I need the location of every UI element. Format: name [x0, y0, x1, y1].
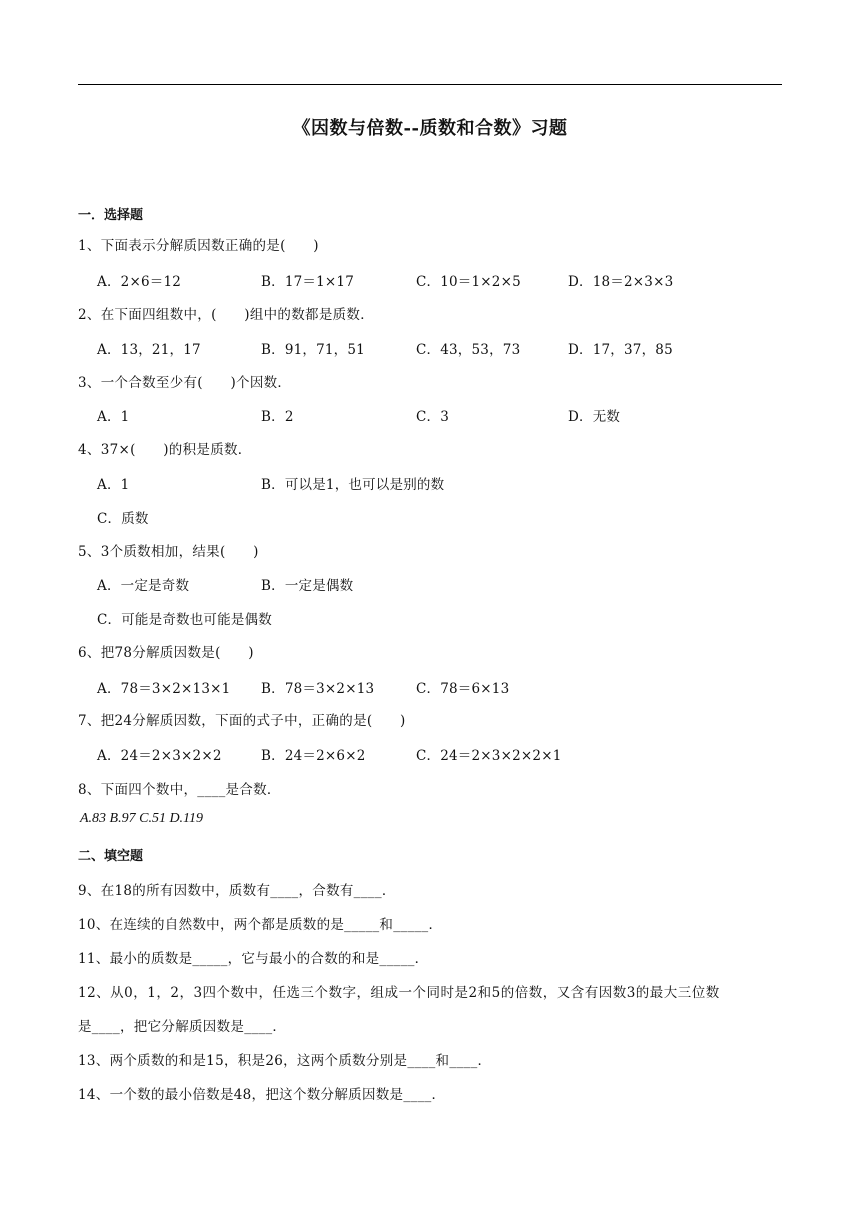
- question-12-line-1: 12、从0，1，2，3四个数中，任选三个数字，组成一个同时是2和5的倍数，又含有因数3的最大三位数: [78, 985, 720, 1001]
- q5-option-a: A．一定是奇数: [97, 578, 190, 594]
- question-1: 1、下面表示分解质因数正确的是( ): [78, 238, 319, 254]
- question-14: 14、一个数的最小倍数是48，把这个数分解质因数是____．: [78, 1087, 446, 1103]
- question-6: 6、把78分解质因数是( ): [78, 645, 254, 661]
- page-title: 《因数与倍数--质数和合数》习题: [292, 118, 568, 139]
- question-5: 5、3个质数相加，结果( ): [78, 544, 259, 560]
- question-8: 8、下面四个数中，____是合数．: [78, 782, 281, 798]
- q6-option-a: A．78＝3×2×13×1: [97, 681, 231, 697]
- q5-option-b: B．一定是偶数: [261, 578, 354, 594]
- question-4: 4、37×( )的积是质数．: [78, 442, 252, 458]
- q6-option-b: B．78＝3×2×13: [261, 681, 375, 697]
- question-3: 3、一个合数至少有( )个因数．: [78, 375, 292, 391]
- section-heading-choice: 一．选择题: [78, 208, 144, 223]
- question-2: 2、在下面四组数中，( )组中的数都是质数．: [78, 307, 375, 323]
- question-10: 10、在连续的自然数中，两个都是质数的是_____和_____．: [78, 917, 443, 933]
- q2-option-a: A．13，21，17: [97, 342, 201, 358]
- q7-option-c: C．24＝2×3×2×2×1: [416, 748, 562, 764]
- q4-option-a: A．1: [97, 477, 130, 493]
- question-9: 9、在18的所有因数中，质数有____，合数有____．: [78, 883, 396, 899]
- q4-option-b: B．可以是1，也可以是别的数: [261, 477, 445, 493]
- q4-option-c: C．质数: [97, 511, 149, 527]
- q1-option-a: A．2×6＝12: [97, 274, 182, 290]
- question-12-line-2: 是____，把它分解质因数是____．: [78, 1019, 287, 1035]
- q2-option-c: C．43，53，73: [416, 342, 521, 358]
- q3-option-c: C．3: [416, 409, 450, 425]
- q1-option-d: D．18＝2×3×3: [568, 274, 674, 290]
- question-13: 13、两个质数的和是15，积是26，这两个质数分别是____和____．: [78, 1053, 492, 1069]
- q8-options: A.83 B.97 C.51 D.119: [80, 811, 204, 826]
- header-rule: [78, 84, 782, 85]
- question-7: 7、把24分解质因数，下面的式子中，正确的是( ): [78, 713, 406, 729]
- q3-option-b: B．2: [261, 409, 294, 425]
- q2-option-d: D．17，37，85: [568, 342, 673, 358]
- q5-option-c: C．可能是奇数也可能是偶数: [97, 612, 272, 628]
- q3-option-d: D．无数: [568, 409, 621, 425]
- q7-option-b: B．24＝2×6×2: [261, 748, 366, 764]
- section-heading-fill: 二、填空题: [78, 849, 144, 864]
- q1-option-c: C．10＝1×2×5: [416, 274, 521, 290]
- q2-option-b: B．91，71，51: [261, 342, 365, 358]
- q6-option-c: C．78＝6×13: [416, 681, 510, 697]
- q3-option-a: A．1: [97, 409, 130, 425]
- q7-option-a: A．24＝2×3×2×2: [97, 748, 222, 764]
- question-11: 11、最小的质数是_____，它与最小的合数的和是_____．: [78, 951, 429, 967]
- q1-option-b: B．17＝1×17: [261, 274, 354, 290]
